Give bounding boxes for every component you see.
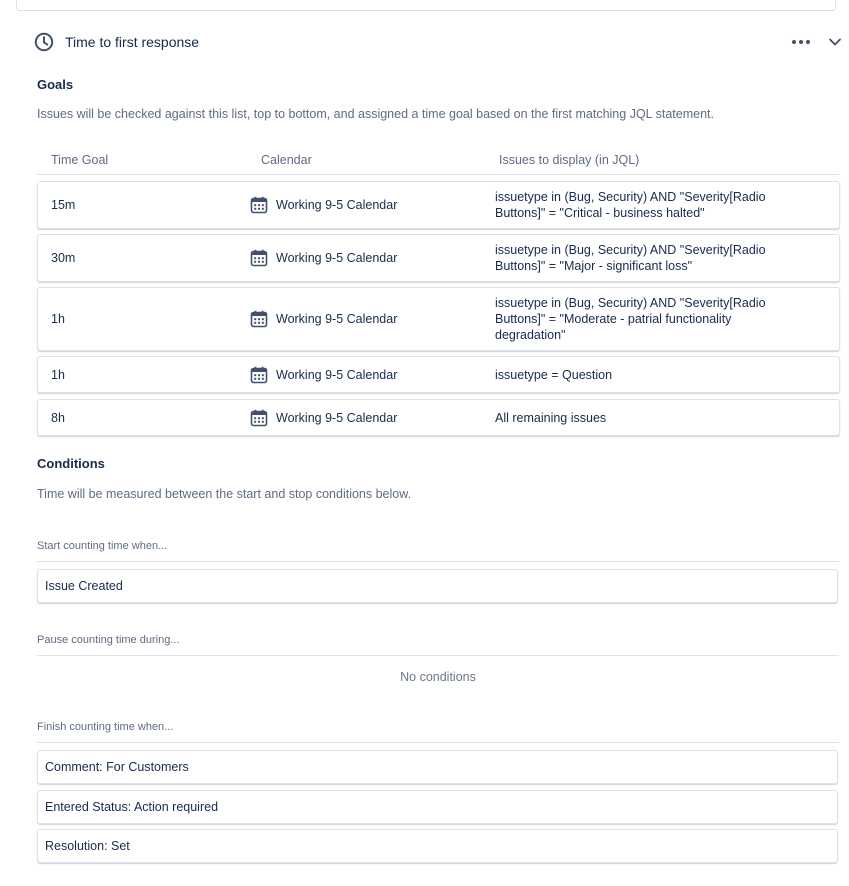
calendar-icon	[250, 249, 268, 267]
column-time-goal: Time Goal	[51, 153, 109, 167]
goal-row[interactable]	[37, 399, 840, 436]
pause-empty-text: No conditions	[400, 670, 476, 684]
goal-time: 8h	[51, 410, 65, 425]
calendar-icon	[250, 366, 268, 384]
finish-condition-item[interactable]: Resolution: Set	[37, 829, 838, 863]
sla-title: Time to first response	[65, 34, 200, 50]
goals-description: Issues will be checked against this list, top to bottom, and assigned a time goal based on the first matching JQL statement.	[37, 107, 714, 121]
column-calendar: Calendar	[261, 153, 312, 167]
goal-row[interactable]	[37, 181, 840, 229]
conditions-description: Time will be measured between the start and stop conditions below.	[37, 487, 412, 501]
goal-jql: issuetype in (Bug, Security) AND "Severity[Radio Buttons]" = "Critical - business halted"	[495, 190, 766, 220]
goal-time: 15m	[51, 198, 76, 212]
calendar-icon	[250, 310, 268, 328]
goal-jql: All remaining issues	[495, 410, 607, 425]
start-label: Start counting time when...	[37, 540, 839, 562]
finish-condition-item[interactable]: Comment: For Customers	[37, 750, 838, 784]
goal-calendar: Working 9-5 Calendar	[276, 367, 398, 382]
calendar-icon	[250, 196, 268, 214]
conditions-title: Conditions	[37, 456, 105, 471]
goals-table-header	[37, 151, 839, 175]
chevron-down-icon[interactable]	[823, 30, 847, 54]
finish-label: Finish counting time when...	[37, 721, 839, 743]
goal-time: 1h	[51, 367, 65, 382]
pause-label: Pause counting time during...	[37, 634, 839, 656]
start-condition-item[interactable]: Issue Created	[37, 569, 838, 603]
goal-time: 30m	[51, 251, 76, 265]
goals-title: Goals	[37, 77, 74, 92]
previous-panel-frame	[16, 0, 836, 11]
goal-calendar: Working 9-5 Calendar	[276, 251, 398, 265]
goal-jql: issuetype in (Bug, Security) AND "Severity[Radio Buttons]" = "Moderate - patrial functionality degradation"	[495, 296, 766, 342]
goal-time: 1h	[51, 312, 65, 326]
column-jql: Issues to display (in JQL)	[499, 153, 640, 167]
goal-row[interactable]	[37, 287, 840, 351]
goal-jql: issuetype in (Bug, Security) AND "Severity[Radio Buttons]" = "Major - significant loss"	[495, 243, 766, 273]
goal-jql: issuetype = Question	[495, 367, 613, 382]
sla-header[interactable]	[34, 30, 849, 54]
goal-row[interactable]	[37, 234, 840, 282]
goal-row[interactable]	[37, 356, 840, 393]
goal-calendar: Working 9-5 Calendar	[276, 410, 398, 425]
goal-calendar: Working 9-5 Calendar	[276, 312, 398, 326]
calendar-icon	[250, 409, 268, 427]
clock-icon	[34, 32, 54, 52]
goal-calendar: Working 9-5 Calendar	[276, 198, 398, 212]
finish-condition-item[interactable]: Entered Status: Action required	[37, 790, 838, 824]
more-icon[interactable]	[789, 30, 813, 54]
